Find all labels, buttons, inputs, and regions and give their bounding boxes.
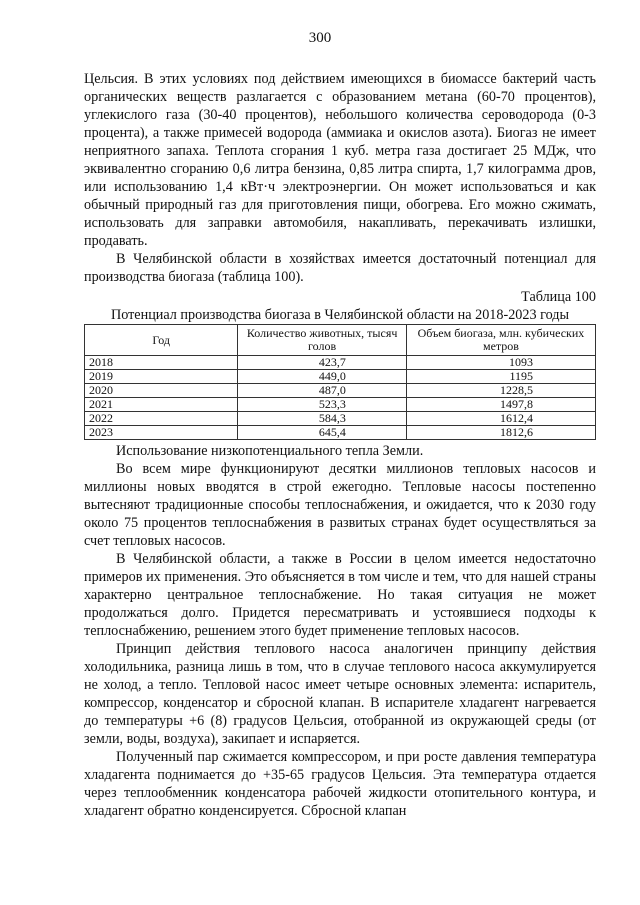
- table-label: Таблица 100: [521, 289, 596, 305]
- biogas-table: [84, 324, 596, 440]
- cell-year: 2023: [85, 426, 238, 440]
- table-row: [85, 356, 596, 370]
- cell-year: 2018: [85, 356, 238, 370]
- cell-biogas: 1093: [406, 356, 595, 370]
- cell-animals: 423,7: [238, 356, 407, 370]
- cell-biogas: 1228,5: [406, 384, 595, 398]
- cell-biogas: 1497,8: [406, 398, 595, 412]
- table-row: [85, 384, 596, 398]
- cell-biogas: 1612,4: [406, 412, 595, 426]
- table-row: [85, 398, 596, 412]
- cell-animals: 584,3: [238, 412, 407, 426]
- table-header-row: [85, 325, 596, 356]
- cell-animals: 487,0: [238, 384, 407, 398]
- paragraph-heat-pumps-region: В Челябинской области, а также в России в целом имеется недостаточно примеров их применения. Это объясняется в том числе и тем, что для нашей страны характерно центральное теплоснабжение. Но такая ситуация не может продолжаться долго. Придется пересматривать и устоявшиеся подходы к теплоснабжению, решением этого будет применение тепловых насосов.: [84, 551, 596, 639]
- table-row: [85, 426, 596, 440]
- paragraph-heat-pump-principle: Принцип действия теплового насоса аналогичен принципу действия холодильника, разница лишь в том, что в случае теплового насоса аккумулируется не холод, а тепло. Тепловой насос имеет четыре основных элемента: испаритель, компрессор, конденсатор и сбросной клапан. В испарителе хладагент нагревается до температуры +6 (8) градусов Цельсия, отобранной из окружающей среды (от земли, воды, воздуха), закипает и испаряется.: [84, 641, 596, 747]
- cell-animals: 449,0: [238, 370, 407, 384]
- table-row: [85, 370, 596, 384]
- paragraph-compressor: Полученный пар сжимается компрессором, и при росте давления температура хладагента поднимается до +35-65 градусов Цельсия. Эта температура отдается через теплообменник конденсатора рабочей жидкости отопительного контура, и хладагент обратно конденсируется. Сбросной клапан: [84, 749, 596, 819]
- header-year: Год: [85, 325, 238, 356]
- table-row: [85, 412, 596, 426]
- cell-year: 2022: [85, 412, 238, 426]
- cell-biogas: 1812,6: [406, 426, 595, 440]
- header-animals: Количество животных, тысяч голов: [238, 325, 407, 356]
- cell-animals: 645,4: [238, 426, 407, 440]
- paragraph-heat-pumps-world: Во всем мире функционируют десятки миллионов тепловых насосов и миллионы новых вводятся в строй ежегодно. Тепловые насосы постепенно вытесняют традиционные способы теплоснабжения, и ожидается, что к 2030 году около 75 процентов теплоснабжения в развитых странах будет осуществляться за счет тепловых насосов.: [84, 461, 596, 549]
- paragraph-biogas-potential: В Челябинской области в хозяйствах имеется достаточный потенциал для производства биогаза (таблица 100).: [84, 251, 596, 285]
- document-body: [84, 70, 596, 820]
- cell-year: 2021: [85, 398, 238, 412]
- header-biogas-volume: Объем биогаза, млн. кубических метров: [406, 325, 595, 356]
- cell-animals: 523,3: [238, 398, 407, 412]
- section-heading-geothermal: Использование низкопотенциального тепла Земли.: [116, 443, 424, 459]
- table-caption: Потенциал производства биогаза в Челябинской области на 2018-2023 годы: [110, 307, 570, 323]
- paragraph-biogas-composition: Цельсия. В этих условиях под действием имеющихся в биомассе бактерий часть органических веществ разлагается с образованием метана (60-70 процентов), углекислого газа (30-40 процентов), небольшого количества сероводорода (0-3 процента), а также примесей водорода (аммиака и окислов азота). Биогаз не имеет неприятного запаха. Теплота сгорания 1 куб. метра газа достигает 25 МДж, что эквивалентно сгоранию 0,6 литра бензина, 0,85 литра спирта, 1,7 килограмма дров, или использованию 1,4 кВт·ч электроэнергии. Он может использоваться и как обычный природный газ для приготовления пищи, обогрева. Его можно сжимать, использовать для заправки автомобиля, накапливать, перекачивать излишки, продавать.: [84, 71, 596, 249]
- cell-year: 2020: [85, 384, 238, 398]
- page-number: 300: [308, 30, 332, 46]
- cell-biogas: 1195: [406, 370, 595, 384]
- cell-year: 2019: [85, 370, 238, 384]
